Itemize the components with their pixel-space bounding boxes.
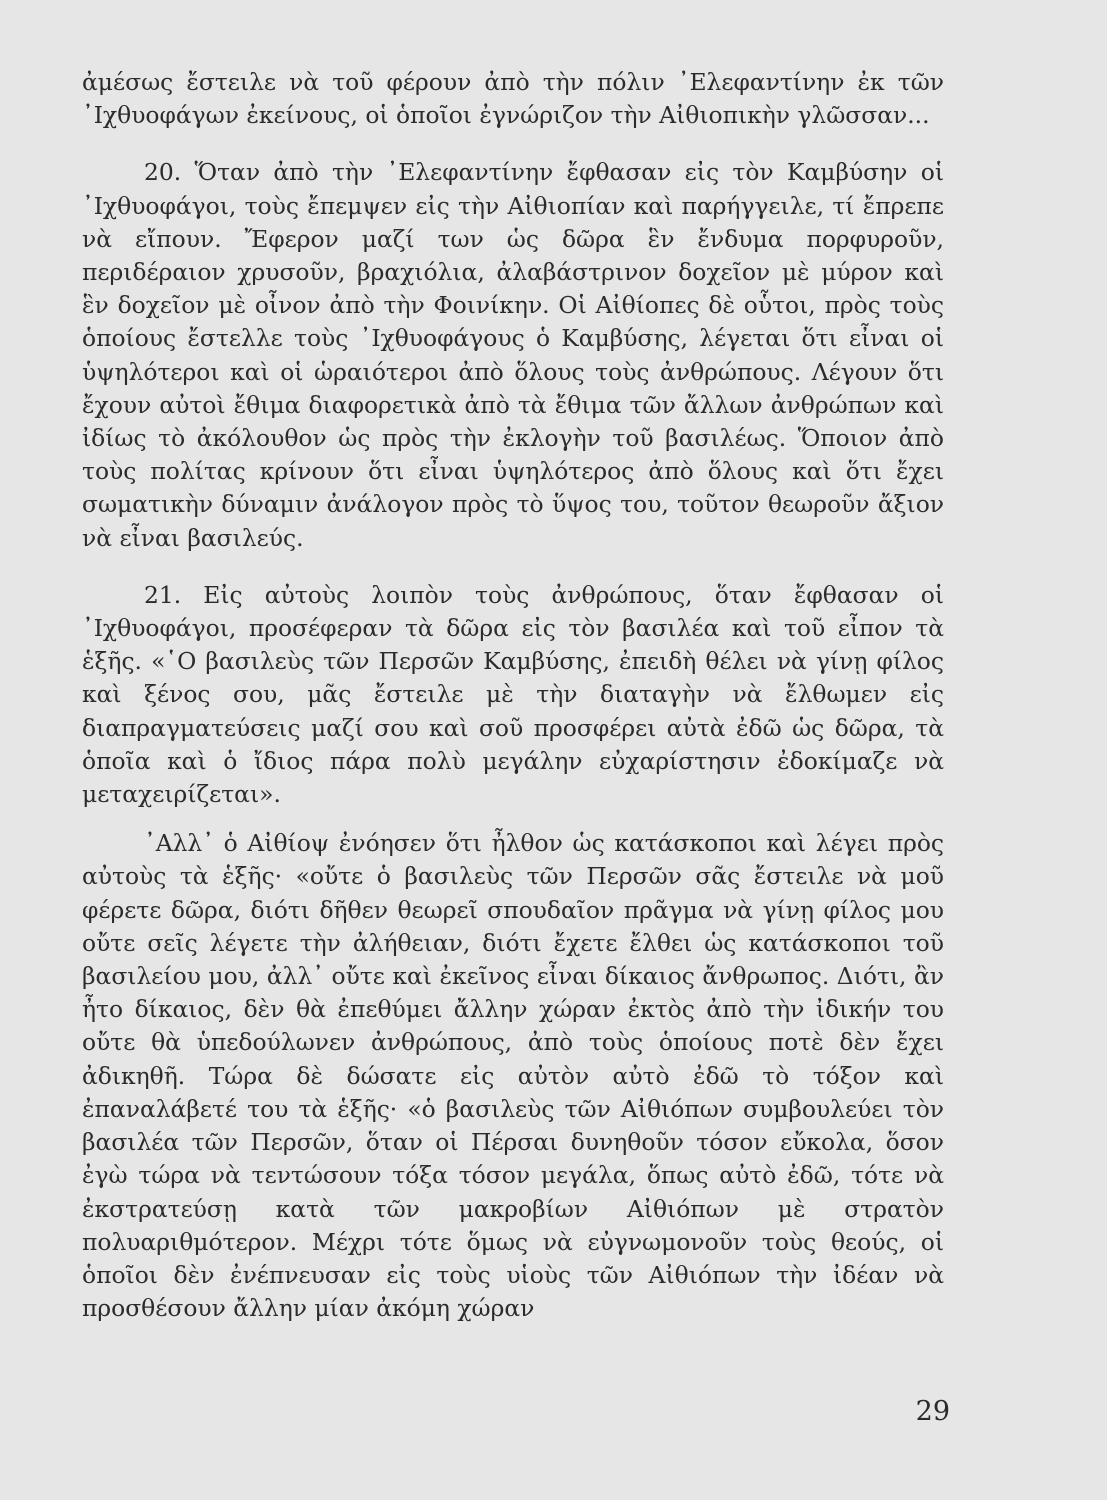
paragraph-ethiopian-reply: ᾿Αλλ᾿ ὁ Αἰθίοψ ἐνόησεν ὅτι ἦλθον ὡς κατάσκοποι καὶ λέγει πρὸς αὐτοὺς τὰ ἑξῆς· «οὔτε ὁ βασιλεὺς τῶν Περσῶν σᾶς ἔστειλε νὰ μοῦ φέρετε δῶρα, διότι δῆθεν θεωρεῖ σπουδαῖον πρᾶγμα νὰ γίνῃ φίλος μου οὔτε σεῖς λέγετε τὴν ἀλήθειαν, διότι ἔχετε ἔλθει ὡς κατάσκοποι τοῦ βασιλείου μου, ἀλλ᾿ οὔτε καὶ ἐκεῖνος εἶναι δίκαιος ἄνθρωπος. Διότι, ἂν ἦτο δίκαιος, δὲν θὰ ἐπεθύμει ἄλλην χώραν ἐκτὸς ἀπὸ τὴν ἰδικήν του οὔτε θὰ ὑπεδούλωνεν ἀνθρώπους, ἀπὸ τοὺς ὁποίους ποτὲ δὲν ἔχει ἀδικηθῆ. Τώρα δὲ δώσατε εἰς αὐτὸν αὐτὸ ἐδῶ τὸ τόξον καὶ ἐπαναλάβετέ του τὰ ἑξῆς· «ὁ βασιλεὺς τῶν Αἰθιόπων συμβουλεύει τὸν βασιλέα τῶν Περσῶν, ὅταν οἱ Πέρσαι δυνηθοῦν τόσον εὔκολα, ὅσον ἐγὼ τώρα νὰ τεντώσουν τόξα τόσον μεγάλα, ὅπως αὐτὸ ἐδῶ, τότε νὰ ἐκστρατεύσῃ κατὰ τῶν μακροβίων Αἰθιόπων μὲ στρατὸν πολυαριθμότερον. Μέχρι τότε ὅμως νὰ εὐγνωμονοῦν τοὺς θεούς, οἱ ὁποῖοι δὲν ἐνέπνευσαν εἰς τοὺς υἱοὺς τῶν Αἰθιόπων τὴν ἰδέαν νὰ προσθέσουν ἄλλην μίαν ἀκόμη χώραν xyxy=(82,829,944,1323)
page-number: 29 xyxy=(915,1396,950,1427)
paragraph-section-21: 21. Εἰς αὐτοὺς λοιπὸν τοὺς ἀνθρώπους, ὅταν ἔφθασαν οἱ ᾿Ιχθυοφάγοι, προσέφεραν τὰ δῶρα εἰς τὸν βασιλέα καὶ τοῦ εἶπον τὰ ἑξῆς. «῾Ο βασιλεὺς τῶν Περσῶν Καμβύσης, ἐπειδὴ θέλει νὰ γίνῃ φίλος καὶ ξένος σου, μᾶς ἔστειλε μὲ τὴν διαταγὴν νὰ ἔλθωμεν εἰς διαπραγματεύσεις μαζί σου καὶ σοῦ προσφέρει αὐτὰ ἐδῶ ὡς δῶρα, τὰ ὁποῖα καὶ ὁ ἴδιος πάρα πολὺ μεγάλην εὐχαρίστησιν ἐδοκίμαζε νὰ μεταχειρίζεται». xyxy=(82,580,944,809)
paragraph-continuation: ἀμέσως ἔστειλε νὰ τοῦ φέρουν ἀπὸ τὴν πόλιν ᾿Ελεφαντίνην ἐκ τῶν ᾿Ιχθυοφάγων ἐκείνους, οἱ ὁποῖοι ἐγνώριζον τὴν Αἰθιοπικὴν γλῶσσαν... xyxy=(82,68,944,130)
book-page xyxy=(82,66,944,1325)
paragraph-section-20: 20. Ὅταν ἀπὸ τὴν ᾿Ελεφαντίνην ἔφθασαν εἰς τὸν Καμβύσην οἱ ᾿Ιχθυοφάγοι, τοὺς ἔπεμψεν εἰς τὴν Αἰθιοπίαν καὶ παρήγγειλε, τί ἔπρεπε νὰ εἴπουν. Ἔφερον μαζί των ὡς δῶρα ἓν ἔνδυμα πορφυροῦν, περιδέραιον χρυσοῦν, βραχιόλια, ἀλαβάστρινον δοχεῖον μὲ μύρον καὶ ἓν δοχεῖον μὲ οἶνον ἀπὸ τὴν Φοινίκην. Οἱ Αἰθίοπες δὲ οὗτοι, πρὸς τοὺς ὁποίους ἔστελλε τοὺς ᾿Ιχθυοφάγους ὁ Καμβύσης, λέγεται ὅτι εἶναι οἱ ὑψηλότεροι καὶ οἱ ὡραιότεροι ἀπὸ ὅλους τοὺς ἀνθρώπους. Λέγουν ὅτι ἔχουν αὐτοὶ ἔθιμα διαφορετικὰ ἀπὸ τὰ ἔθιμα τῶν ἄλλων ἀνθρώπων καὶ ἰδίως τὸ ἀκόλουθον ὡς πρὸς τὴν ἐκλογὴν τοῦ βασιλέως. Ὅποιον ἀπὸ τοὺς πολίτας κρίνουν ὅτι εἶναι ὑψηλότερος ἀπὸ ὅλους καὶ ὅτι ἔχει σωματικὴν δύναμιν ἀνάλογον πρὸς τὸ ὕψος του, τοῦτον θεωροῦν ἄξιον νὰ εἶναι βασιλεύς. xyxy=(82,158,944,552)
